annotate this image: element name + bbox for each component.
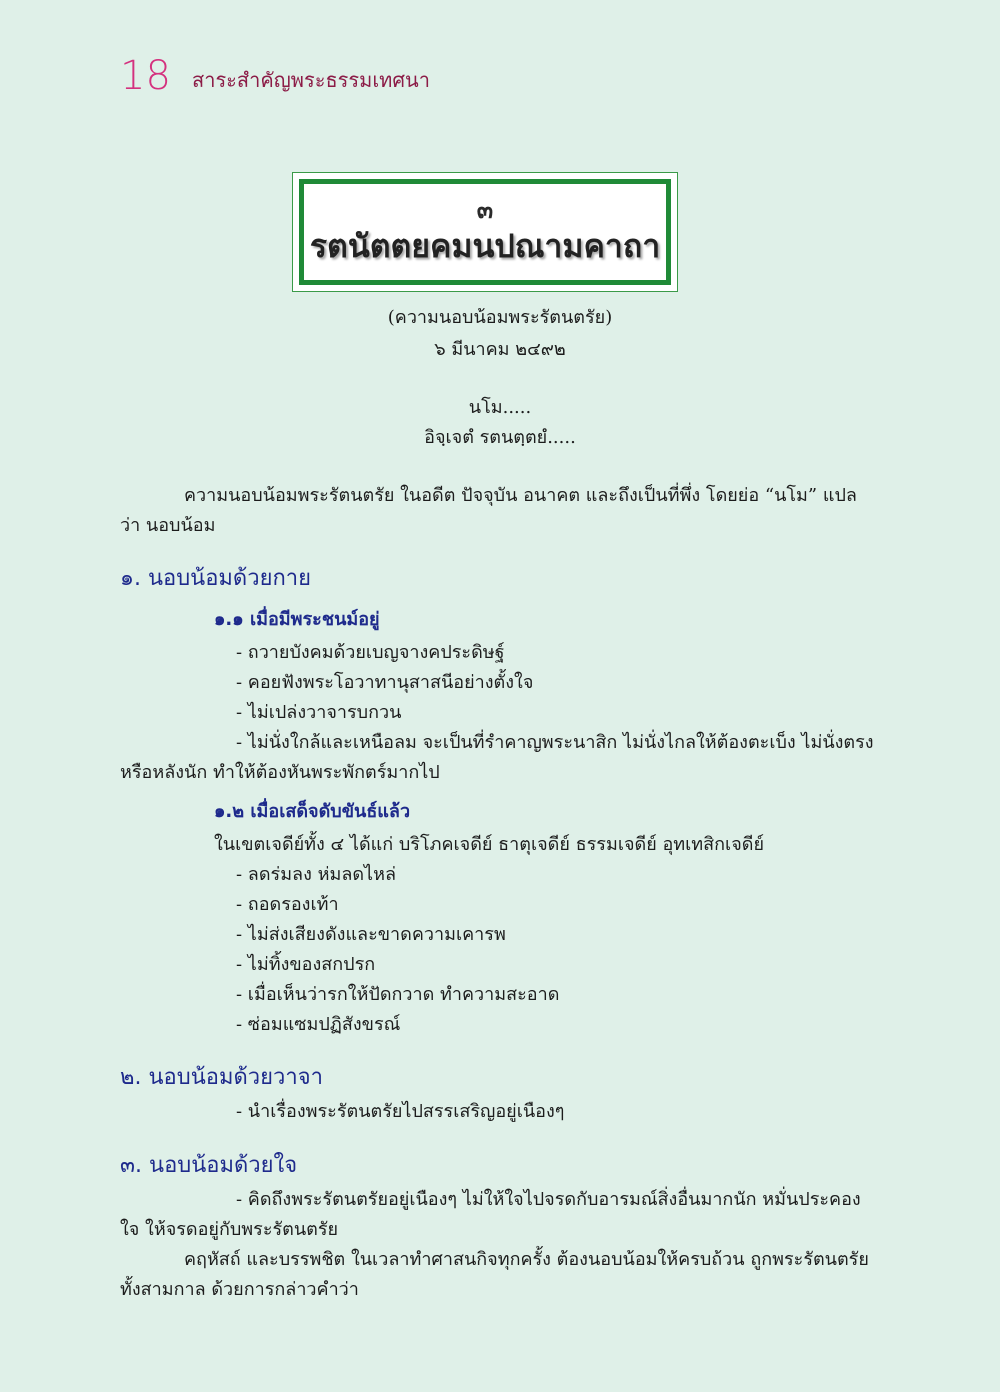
verse-line: อิจฺเจตํ รตนตฺตยํ..... — [424, 427, 576, 448]
intro-paragraph-line: ว่า นอบน้อม — [120, 515, 216, 536]
list-item-continuation: ใจ ให้จรดอยู่กับพระรัตนตรัย — [120, 1219, 339, 1240]
list-item: - คิดถึงพระรัตนตรัยอยู่เนืองๆ ไม่ให้ใจไปจรดกับอารมณ์สิ่งอื่นมากนัก หมั่นประคอง — [236, 1189, 861, 1210]
chapter-title-box — [292, 172, 678, 292]
subsection-heading-lifetime: ๑.๑ เมื่อมีพระชนม์อยู่ — [214, 609, 380, 630]
list-item-continuation: หรือหลังนัก ทำให้ต้องหันพระพักตร์มากไป — [120, 762, 440, 783]
subsection-heading-after-passing: ๑.๒ เมื่อเสด็จดับขันธ์แล้ว — [214, 801, 411, 822]
intro-paragraph-line: ความนอบน้อมพระรัตนตรัย ในอดีต ปัจจุบัน อนาคต และถึงเป็นที่พึ่ง โดยย่อ “นโม” แปล — [184, 485, 857, 506]
sermon-date: ๖ มีนาคม ๒๔๙๒ — [434, 339, 566, 360]
section-heading-body: ๑. นอบน้อมด้วยกาย — [120, 566, 312, 591]
list-item: - ไม่ทิ้งของสกปรก — [236, 954, 376, 975]
list-item: - คอยฟังพระโอวาทานุสาสนีอย่างตั้งใจ — [236, 672, 534, 693]
list-item: - ไม่นั่งใกล้และเหนือลม จะเป็นที่รำคาญพระนาสิก ไม่นั่งไกลให้ต้องตะเบ็ง ไม่นั่งตรง — [236, 732, 874, 753]
list-item: - เมื่อเห็นว่ารกให้ปัดกวาด ทำความสะอาด — [236, 984, 560, 1005]
verse-line: นโม..... — [468, 397, 532, 418]
list-item: - นำเรื่องพระรัตนตรัยไปสรรเสริญอยู่เนืองๆ — [236, 1101, 565, 1122]
chapter-number: ๓ — [476, 196, 494, 224]
page-number: 18 — [120, 53, 171, 99]
section-heading-mind: ๓. นอบน้อมด้วยใจ — [120, 1153, 298, 1178]
section-heading-speech: ๒. นอบน้อมด้วยวาจา — [120, 1065, 323, 1090]
list-item: - ถวายบังคมด้วยเบญจางคประดิษฐ์ — [236, 642, 505, 663]
closing-paragraph-line: ทั้งสามกาล ด้วยการกล่าวคำว่า — [120, 1279, 359, 1300]
list-item: - ไม่ส่งเสียงดังและขาดความเคารพ — [236, 924, 506, 945]
chapter-subtitle: (ความนอบน้อมพระรัตนตรัย) — [387, 307, 613, 328]
list-item: - ไม่เปล่งวาจารบกวน — [236, 702, 402, 723]
subsection-lead: ในเขตเจดีย์ทั้ง ๔ ได้แก่ บริโภคเจดีย์ ธาตุเจดีย์ ธรรมเจดีย์ อุทเทสิกเจดีย์ — [214, 834, 764, 855]
list-item: - ซ่อมแซมปฏิสังขรณ์ — [236, 1014, 401, 1035]
list-item: - ถอดรองเท้า — [236, 894, 339, 915]
chapter-title: รตนัตตยคมนปณามคาถา — [309, 227, 661, 265]
chapter-title-inner-border — [299, 179, 671, 285]
list-item: - ลดร่มลง ห่มลดไหล่ — [236, 864, 396, 885]
closing-paragraph-line: คฤหัสถ์ และบรรพชิต ในเวลาทำศาสนกิจทุกครั้ง ต้องนอบน้อมให้ครบถ้วน ถูกพระรัตนตรัย — [184, 1249, 869, 1270]
book-title: สาระสำคัญพระธรรมเทศนา — [192, 68, 430, 92]
